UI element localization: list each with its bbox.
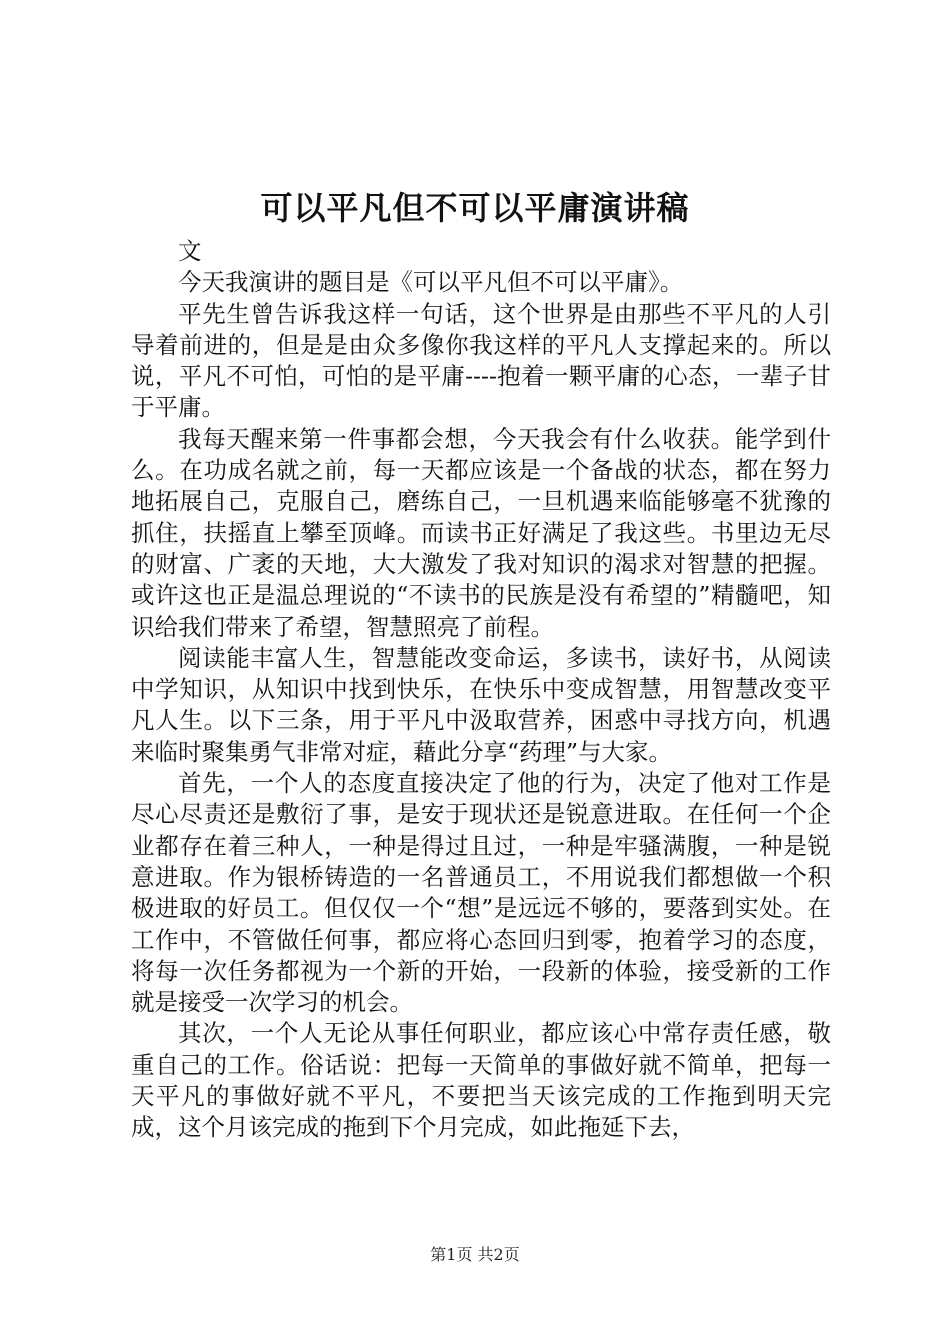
paragraph-first-point: 首先，一个人的态度直接决定了他的行为，决定了他对工作是尽心尽责还是敷衍了事，是安于现状还是锐意进取。在任何一个企业都存在着三种人，一种是得过且过，一种是牢骚满腹，一种是锐意进取。作为银桥铸造的一名普通员工，不用说我们都想做一个积极进取的好员工。但仅仅一个“想”是远远不够的，要落到实处。在工作中，不管做任何事，都应将心态回归到零，抱着学习的态度，将每一次任务都视为一个新的开始，一段新的体验，接受新的工作就是接受一次学习的机会。 [131, 769, 831, 1017]
paragraph-ordinary: 平先生曾告诉我这样一句话，这个世界是由那些不平凡的人引导着前进的，但是是由众多像你我这样的平凡人支撑起来的。所以说，平凡不可怕，可怕的是平庸----抱着一颗平庸的心态，一辈子甘于平庸。 [131, 299, 831, 422]
paragraph-reading: 阅读能丰富人生，智慧能改变命运，多读书，读好书，从阅读中学知识，从知识中找到快乐，在快乐中变成智慧，用智慧改变平凡人生。以下三条，用于平凡中汲取营养，困惑中寻找方向，机遇来临时聚集勇气非常对症，藉此分享“药理”与大家。 [131, 643, 831, 766]
page-number-footer: 第1页 共2页 [430, 1245, 520, 1264]
paragraph-daily-reflection: 我每天醒来第一件事都会想，今天我会有什么收获。能学到什么。在功成名就之前，每一天都应该是一个备战的状态，都在努力地拓展自己，克服自己，磨练自己，一旦机遇来临能够毫不犹豫的抓住，扶摇直上攀至顶峰。而读书正好满足了我这些。书里边无尽的财富、广袤的天地，大大激发了我对知识的渴求对智慧的把握。或许这也正是温总理说的“不读书的民族是没有希望的”精髓吧，知识给我们带来了希望，智慧照亮了前程。 [131, 424, 831, 641]
paragraph-intro: 今天我演讲的题目是《可以平凡但不可以平庸》。 [178, 268, 684, 297]
document-title: 可以平凡但不可以平庸演讲稿 [260, 189, 690, 227]
author-line: 文 [178, 237, 202, 265]
document-body [131, 236, 831, 1144]
paragraph-second-point: 其次，一个人无论从事任何职业，都应该心中常存责任感，敬重自己的工作。俗话说：把每一天简单的事做好就不简单，把每一天平凡的事做好就不平凡，不要把当天该完成的工作拖到明天完成，这个月该完成的拖到下个月完成，如此拖延下去， [131, 1019, 831, 1142]
